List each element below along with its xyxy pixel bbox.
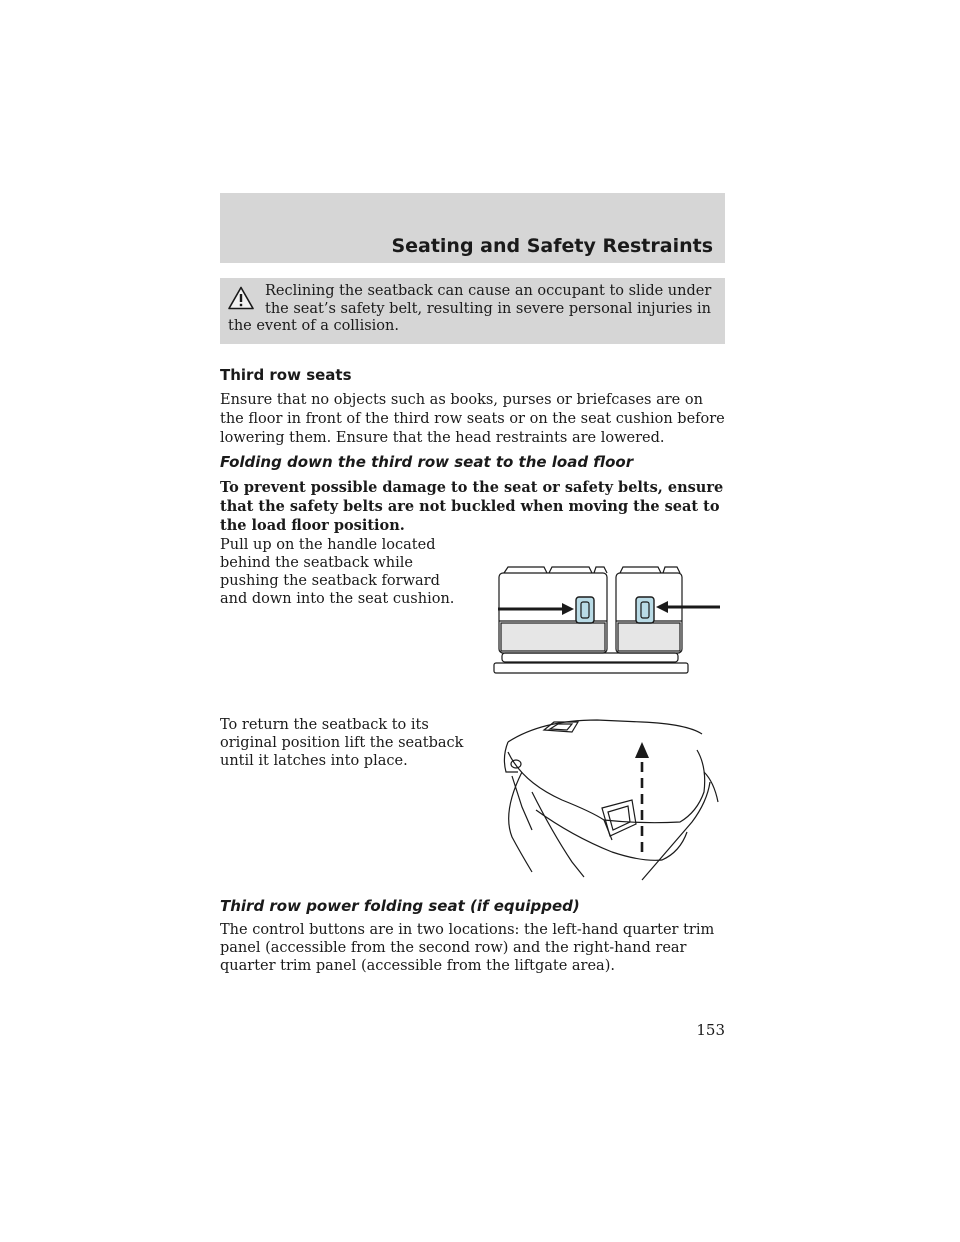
warning-box <box>220 278 725 344</box>
seat-return-illustration <box>492 712 725 882</box>
return-step-paragraph: To return the seatback to its original position lift the seatback until it latches into place. <box>220 717 464 769</box>
third-row-seats-heading: Third row seats <box>220 366 352 384</box>
section-header-band <box>220 193 725 263</box>
warning-text: Reclining the seatback can cause an occupant to slide under the seat’s safety belt, resulting in severe personal injuries in the event of a collision. <box>228 283 712 334</box>
third-row-intro-paragraph: Ensure that no objects such as books, purses or briefcases are on the floor in front of the third row seats or on the seat cushion before lowering them. Ensure that the head restraints are lowered. <box>220 392 725 446</box>
folding-caution-paragraph: To prevent possible damage to the seat or safety belts, ensure that the safety belts are not buckled when moving the seat to the load floor position. <box>220 479 724 534</box>
section-title: Seating and Safety Restraints <box>391 235 713 257</box>
fold-step-paragraph: Pull up on the handle located behind the seatback while pushing the seatback forward and down into the seat cushion. <box>220 537 455 607</box>
power-folding-paragraph: The control buttons are in two locations: the left-hand quarter trim panel (accessible from the second row) and the right-hand rear quarter trim panel (accessible from the liftgate area). <box>220 922 715 974</box>
power-folding-heading: Third row power folding seat (if equipped) <box>220 897 580 915</box>
seat-fold-handle-illustration <box>492 563 725 678</box>
folding-down-heading: Folding down the third row seat to the load floor <box>220 453 634 471</box>
page-number: 153 <box>696 1021 725 1039</box>
